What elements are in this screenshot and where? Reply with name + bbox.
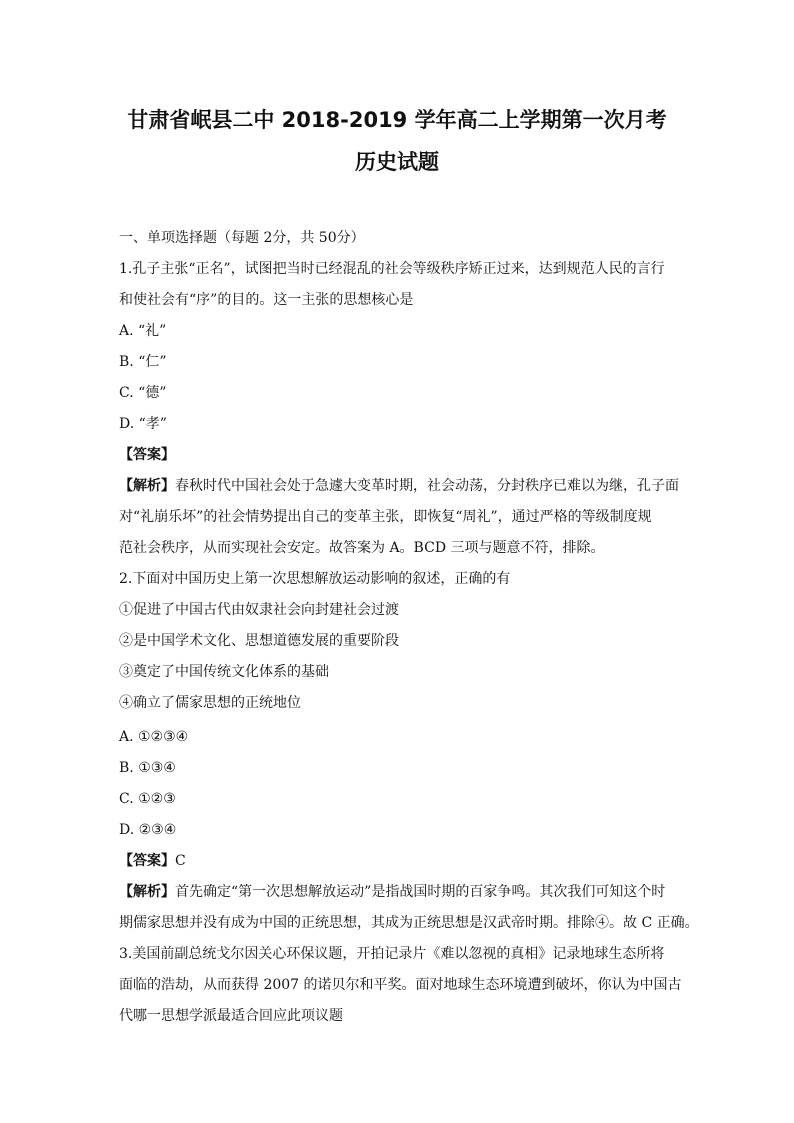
q2-analysis-line1 [119,882,679,902]
q1-answer-label: 【答案】 [119,447,175,463]
q1-option-a: A. “礼” [119,323,167,339]
q2-option-c: C. ①②③ [119,791,176,807]
section-heading: 一、单项选择题（每题 2分，共 50分） [119,230,365,246]
q1-analysis-line2: 对“礼崩乐坏”的社会情势提出自己的变革主张，即恢复“周礼”，通过严格的等级制度规 [119,509,652,525]
q3-stem-line2: 面临的浩劫，从而获得 2007 的诺贝尔和平奖。面对地球生态环境遭到破坏，你认为中国古 [119,977,682,993]
q2-analysis-label: 【解析】 [119,884,175,900]
q2-option-d: D. ②③④ [119,822,177,838]
q2-option-a: A. ①②③④ [119,729,189,745]
q2-stem: 2.下面对中国历史上第一次思想解放运动影响的叙述，正确的有 [119,571,511,587]
q1-analysis-line3: 范社会秩序，从而实现社会安定。故答案为 A。BCD 三项与题意不符，排除。 [119,540,605,556]
q1-answer [119,445,679,465]
q3-stem-line1: 3.美国前副总统戈尔因关心环保议题，开拍记录片《难以忽视的真相》记录地球生态所将 [119,946,665,962]
q1-option-d: D. “孝” [119,416,167,432]
document-title: 甘肃省岷县二中 2018-2019 学年高二上学期第一次月考 [127,108,667,132]
document-subtitle: 历史试题 [355,150,439,174]
q1-analysis-label: 【解析】 [119,478,175,494]
q2-analysis-text1: 首先确定“第一次思想解放运动”是指战国时期的百家争鸣。其次我们可知这个时 [175,884,666,900]
q1-analysis-text1: 春秋时代中国社会处于急遽大变革时期，社会动荡，分封秩序已难以为继，孔子面 [175,478,679,494]
q1-stem-line2: 和使社会有“序”的目的。这一主张的思想核心是 [119,292,414,308]
q2-item-3: ③奠定了中国传统文化体系的基础 [119,664,329,680]
q2-item-4: ④确立了儒家思想的正统地位 [119,695,301,711]
q1-stem-line1: 1.孔子主张“正名”，试图把当时已经混乱的社会等级秩序矫正过来，达到规范人民的言行 [119,261,665,277]
q2-answer-label: 【答案】 [119,853,175,869]
q1-option-b: B. “仁” [119,354,167,370]
q2-item-2: ②是中国学术文化、思想道德发展的重要阶段 [119,633,399,649]
q1-analysis-line1 [119,476,679,496]
q3-stem-line3: 代哪一思想学派最适合回应此项议题 [119,1008,343,1024]
q2-item-1: ①促进了中国古代由奴隶社会向封建社会过渡 [119,602,399,618]
q1-option-c: C. “德” [119,385,167,401]
q2-answer-value: C [175,853,186,869]
q2-analysis-line2: 期儒家思想并没有成为中国的正统思想，其成为正统思想是汉武帝时期。排除④。故 C 正确。 [119,915,699,931]
q2-answer [119,851,679,871]
q2-option-b: B. ①③④ [119,760,176,776]
